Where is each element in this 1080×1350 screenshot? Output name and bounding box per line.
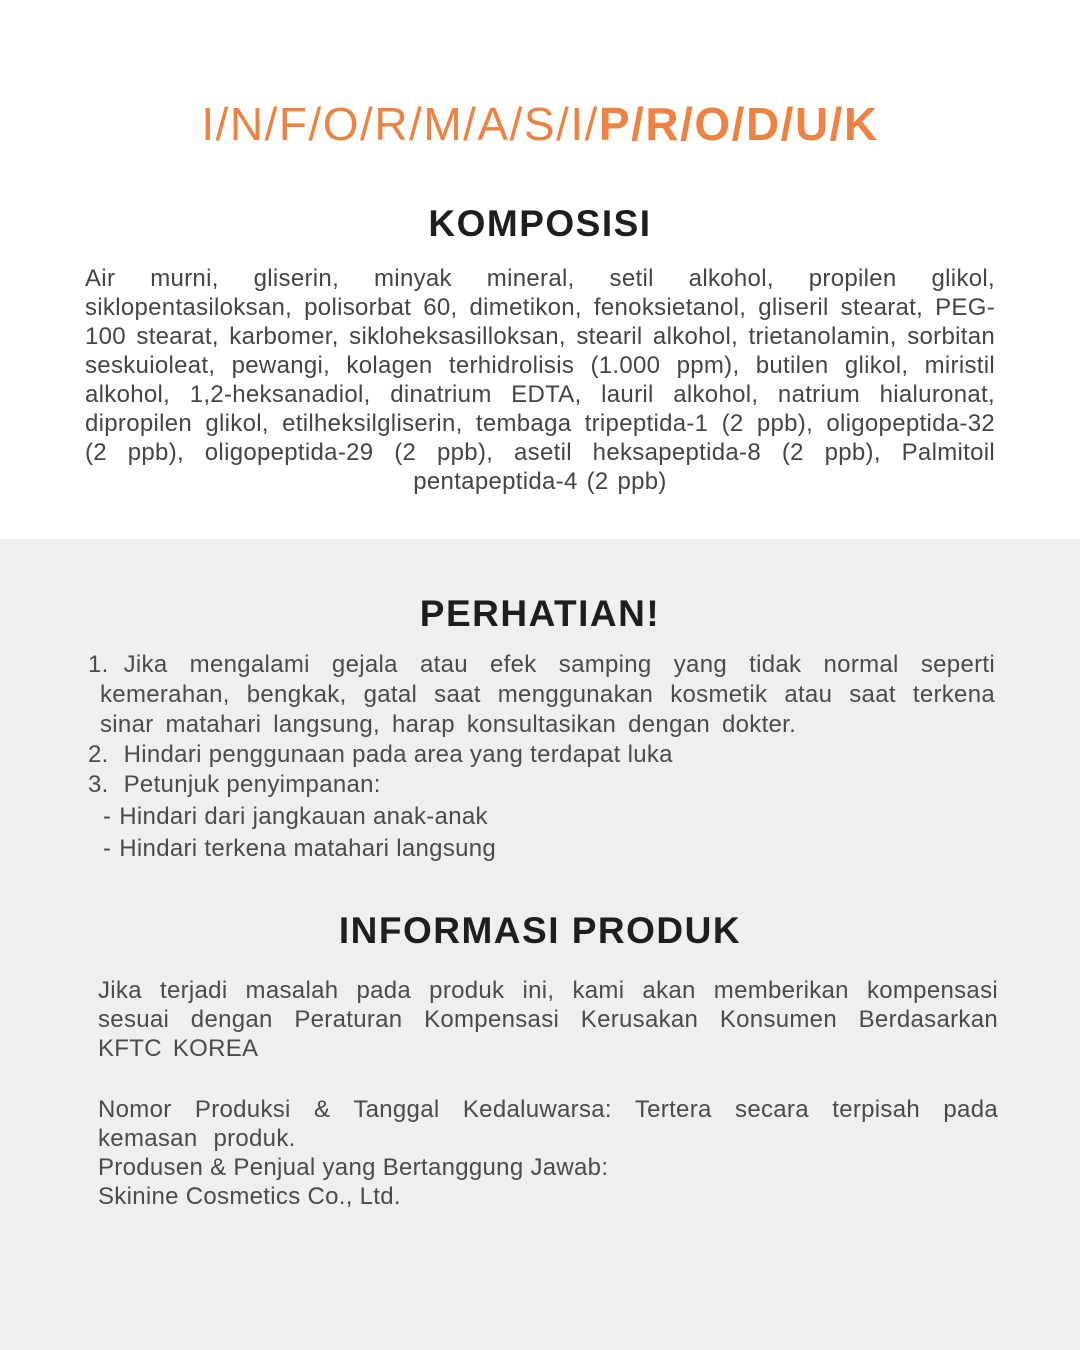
item-marker: 3. bbox=[88, 771, 109, 798]
caution-panel bbox=[0, 539, 1080, 1350]
product-info-heading: INFORMASI PRODUK bbox=[338, 910, 742, 951]
komposisi-section bbox=[0, 0, 1080, 539]
subitem-text: Hindari terkena matahari langsung bbox=[119, 835, 497, 862]
ingredients-paragraph: Air murni, gliserin, minyak mineral, setil alkohol, propilen glikol, siklopentasiloksan, polisorbat 60, dimetikon, fenoksietanol, gliseril stearat, PEG-100 stearat, karbomer, sikloheksasilloksan, stearil alkohol, trietanolamin, sorbitan seskuioleat, pewangi, kolagen terhidrolisis (1.000 ppm), butilen glikol, miristil alkohol, 1,2-heksanadiol, dinatrium EDTA, lauril alkohol, natrium hialuronat, dipropilen glikol, etilheksilgliserin, tembaga tripeptida-1 (2 ppb), oligopeptida-32 (2 ppb), oligopeptida-29 (2 ppb), asetil heksapeptida-8 (2 ppb), Palmitoil pentapeptida-4 (2 ppb) bbox=[85, 265, 995, 495]
caution-list bbox=[88, 650, 995, 864]
page-title bbox=[0, 0, 1080, 148]
storage-subitem-2 bbox=[88, 834, 995, 864]
caution-item-3 bbox=[88, 770, 995, 800]
item-marker: 1. bbox=[88, 651, 109, 678]
page-title-light-part: I/N/F/O/R/M/A/S/I/ bbox=[201, 98, 599, 150]
production-number-paragraph: Nomor Produksi & Tanggal Kedaluwarsa: Tertera secara terpisah pada kemasan produk. bbox=[98, 1096, 998, 1152]
page-title-bold-part: P/R/O/D/U/K bbox=[598, 98, 879, 150]
komposisi-heading: KOMPOSISI bbox=[428, 203, 652, 244]
company-name-line: Skinine Cosmetics Co., Ltd. bbox=[98, 1183, 401, 1210]
caution-item-2 bbox=[88, 740, 995, 770]
perhatian-heading: PERHATIAN! bbox=[419, 593, 661, 634]
caution-item-1 bbox=[88, 650, 995, 740]
dash-marker: - bbox=[103, 803, 112, 830]
item-text: Petunjuk penyimpanan: bbox=[123, 771, 381, 798]
dash-marker: - bbox=[103, 835, 112, 862]
item-text: Hindari penggunaan pada area yang terdapat luka bbox=[123, 741, 673, 768]
item-marker: 2. bbox=[88, 741, 109, 768]
compensation-paragraph: Jika terjadi masalah pada produk ini, kami akan memberikan kompensasi sesuai dengan Peraturan Kompensasi Kerusakan Konsumen Berdasarkan KFTC KOREA bbox=[98, 977, 998, 1062]
item-text: Jika mengalami gejala atau efek samping yang tidak normal seperti kemerahan, bengkak, gatal saat menggunakan kosmetik atau saat terkena sinar matahari langsung, harap konsultasikan dengan dokter. bbox=[100, 651, 995, 738]
subitem-text: Hindari dari jangkauan anak-anak bbox=[119, 803, 488, 830]
producer-label-line: Produsen & Penjual yang Bertanggung Jawab: bbox=[98, 1154, 609, 1181]
storage-subitem-1 bbox=[88, 802, 995, 832]
